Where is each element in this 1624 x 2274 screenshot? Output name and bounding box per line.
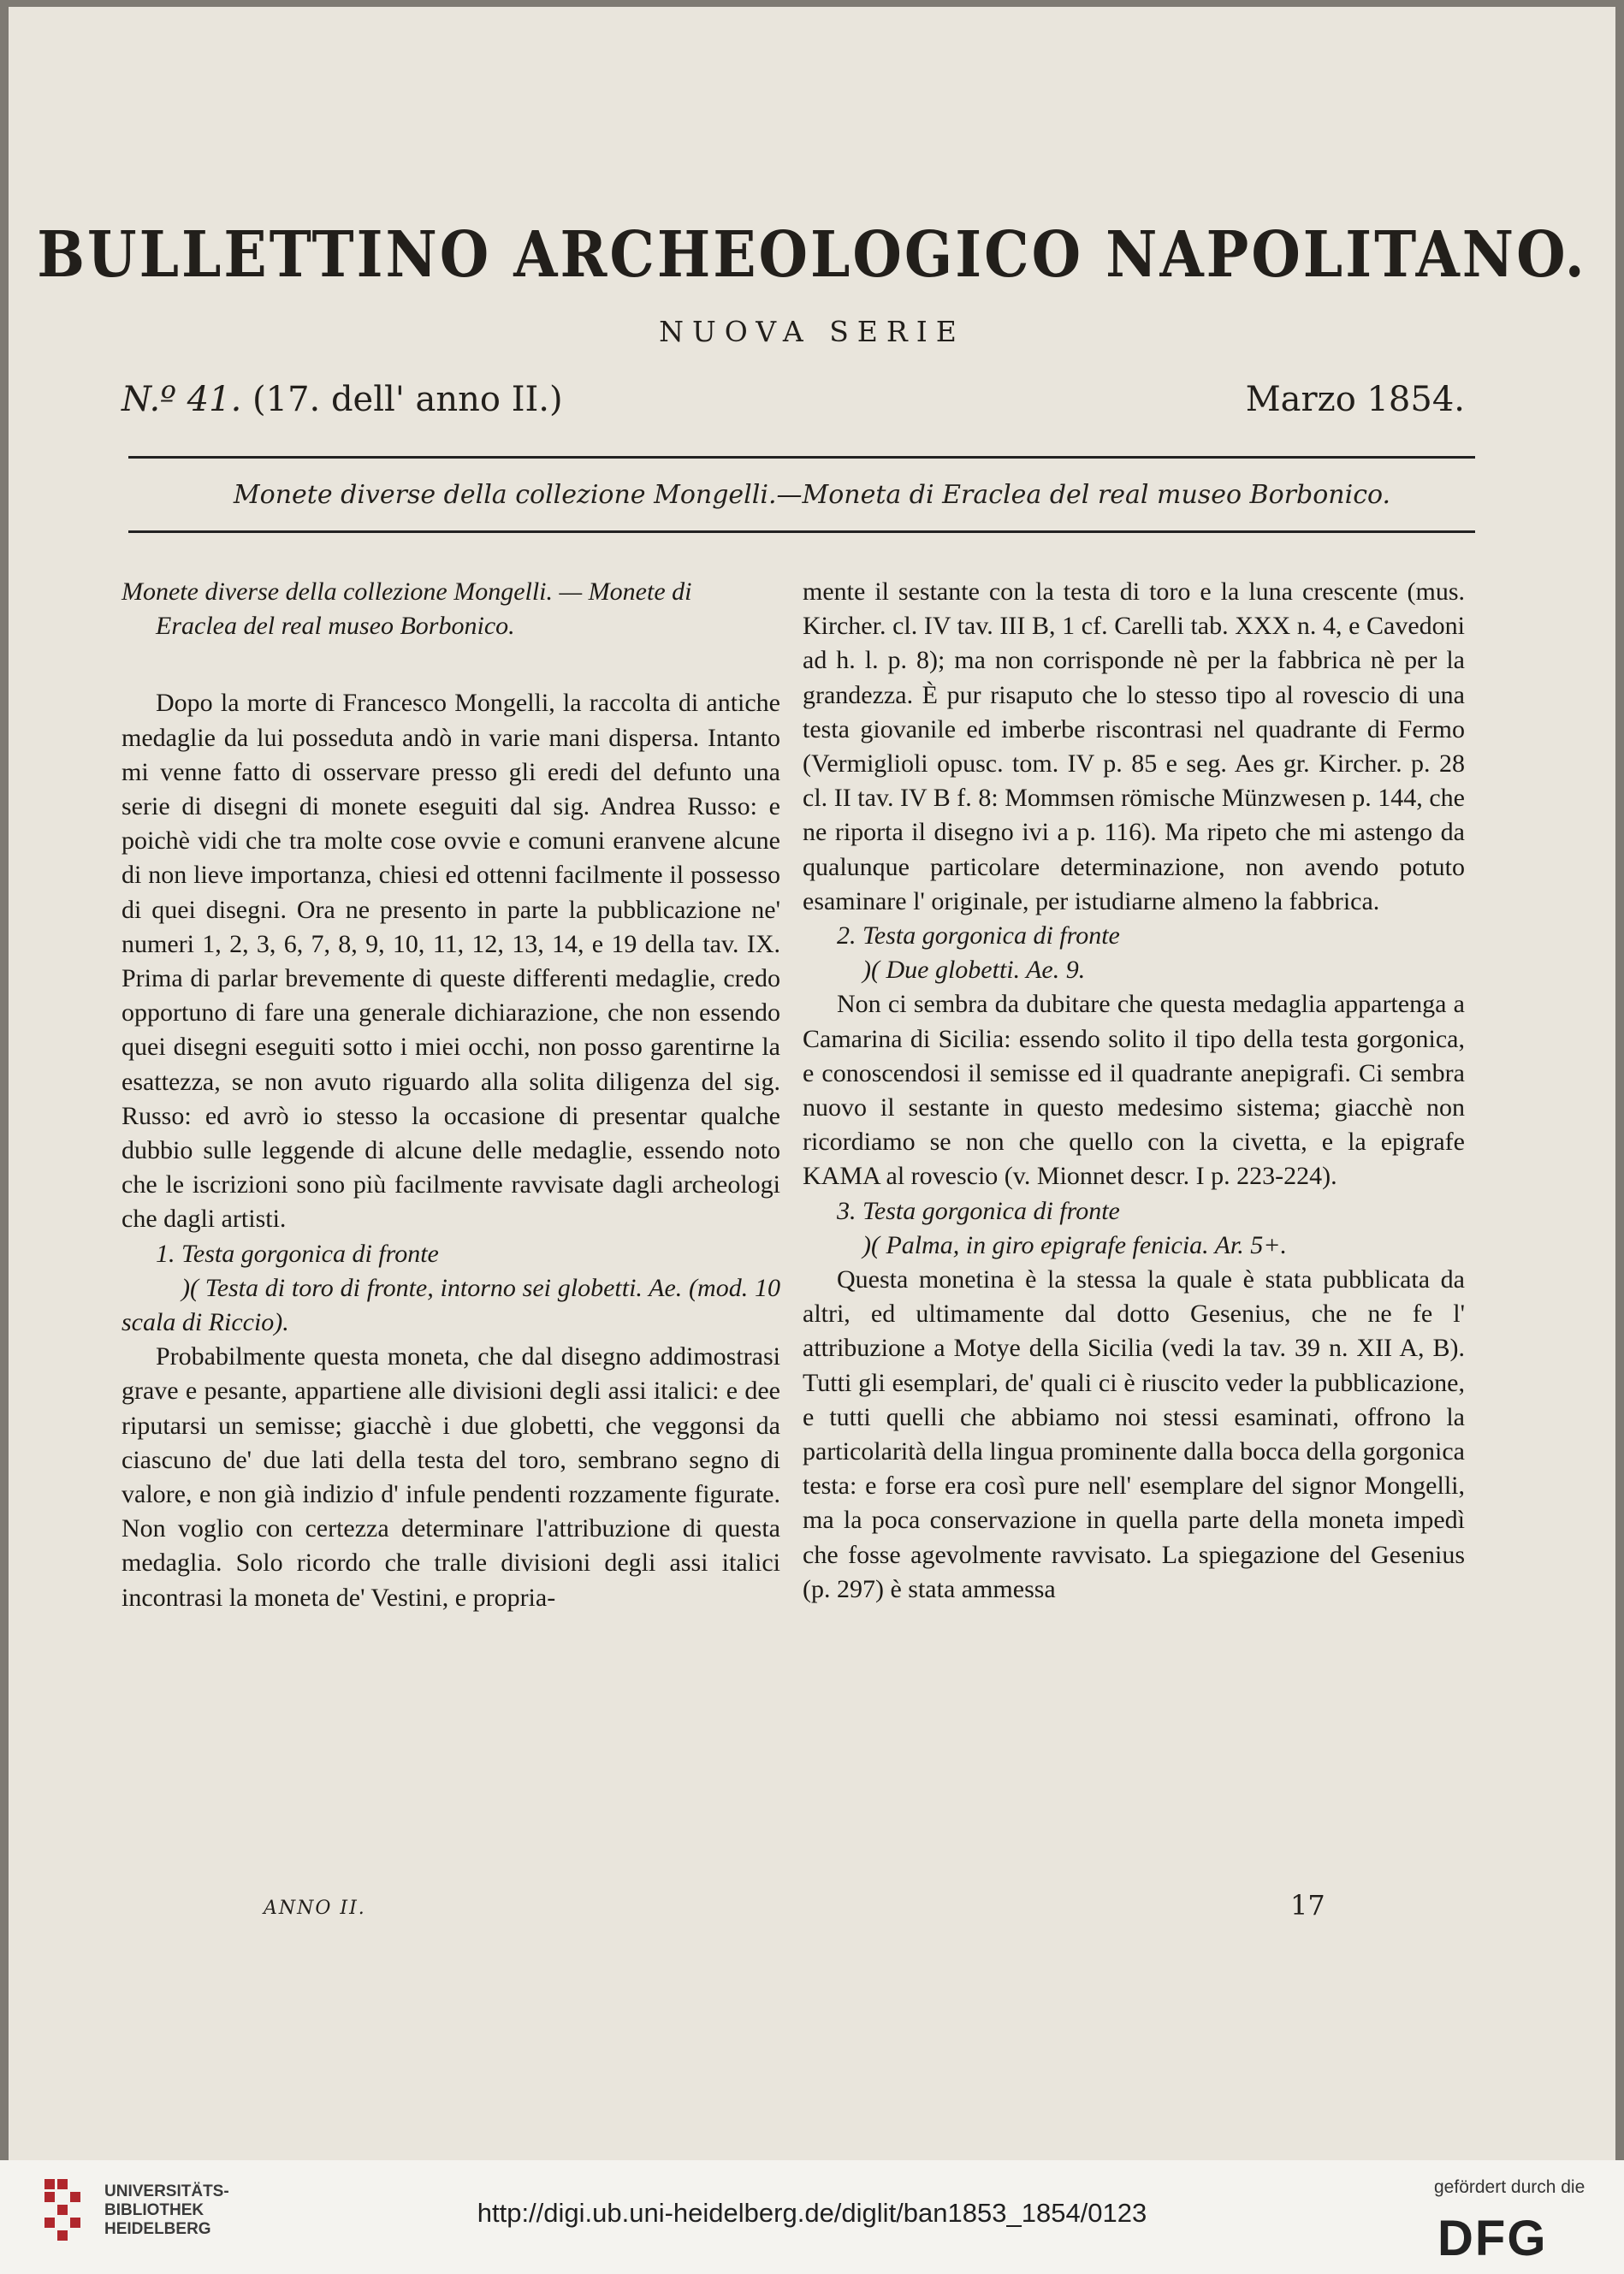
library-name-line: HEIDELBERG bbox=[104, 2220, 211, 2238]
coin-reverse: )( Due globetti. Ae. 9. bbox=[862, 956, 1086, 985]
paragraph: mente il sestante con la testa di toro e la luna crescente (mus. Kircher. cl. IV tav. III B, 1 cf. Carelli tab. XXX n. 4, e Cavedoni ad h. l. p. 8); ma non corrisponde nè per la fabbrica nè per la grandezza. È pur risaputo che lo stesso tipo al rovescio di una testa giovanile ed imberbe riscontrasi nel quadrante di Fermo (Vermiglioli opusc. tom. IV p. 85 e seg. Aes gr. Kircher. p. 28 cl. II tav. IV B f. 8: Mommsen römische Münzwesen p. 144, che ne riporta il disegno ivi a p. 116). Ma ripeto che mi astengo da qualunque particolare determinazione, non avendo potuto esaminare l' originale, per istudiarne almeno la fabbrica. bbox=[803, 577, 1465, 915]
issue-date: Marzo 1854. bbox=[1245, 380, 1465, 419]
permalink-url[interactable]: http://digi.ub.uni-heidelberg.de/diglit/ban1853_1854/0123 bbox=[477, 2198, 1147, 2228]
library-name-line: BIBLIOTHEK bbox=[104, 2201, 204, 2219]
contents-line: Monete diverse della collezione Mongelli.—Moneta di Eraclea del real museo Borbonico. bbox=[233, 480, 1391, 510]
issue-year: (17. dell' anno II.) bbox=[252, 380, 563, 419]
signature-mark: ANNO II. bbox=[264, 1898, 366, 1919]
dfg-logo: DFG bbox=[1437, 2211, 1548, 2266]
paragraph: Non ci sembra da dubitare che questa medaglia appartenga a Camarina di Sicilia: essendo solito il tipo della testa gorgonica, e conoscendosi il semisse ed il quadrante anepigrafi. Ci sembra nuovo il sestante in questo medesimo sistema; giacchè non ricordiamo se non che quello con la civetta, e la epigrafe KAMA al rovescio (v. Mionnet descr. I p. 223-224). bbox=[803, 990, 1465, 1191]
paragraph: Questa monetina è la stessa la quale è stata pubblicata da altri, ed ultimamente dal dotto Gesenius, che ne fe l' attribuzione a Motye della Sicilia (vedi la tav. 39 n. XII A, B). Tutti gli esemplari, de' quali ci è riuscito veder la pubblicazione, e tutti quelli che abbiamo noi stessi esaminati, offrono la particolarità della lingua prominente dalla bocca della gorgonica testa: e forse era così pure nell' esemplare del signor Mongelli, ma la poca conservazione in quella parte della moneta impedì che fosse agevolmente ravvisato. La spiegazione del Gesenius (p. 297) è stata ammessa bbox=[803, 1265, 1465, 1603]
right-column bbox=[803, 575, 1465, 1607]
library-name-line: UNIVERSITÄTS- bbox=[104, 2182, 229, 2200]
paragraph: Dopo la morte di Francesco Mongelli, la raccolta di antiche medaglie da lui posseduta andò in varie mani dispersa. Intanto mi venne fatto di osservare presso gli eredi del defunto una serie di disegni di monete eseguiti dal sig. Andrea Russo: e poichè vidi che tra molte cose ovvie e comuni eranvene alcune di non lieve importanza, chiesi ed ottenni facilmente il possesso di quei disegni. Ora ne presento in parte la pubblicazione ne' numeri 1, 2, 3, 6, 7, 8, 9, 10, 11, 12, 13, 14, e 19 della tav. IX. Prima di parlar brevemente di queste differenti medaglie, credo opportuno di fare una generale dichiarazione, che non essendo quei disegni eseguiti sotto i miei occhi, non posso garentirne la esattezza, se non avuto riguardo alla solita diligenza del sig. Russo: ed avrò io stesso la occasione di presentar qualche dubbio sulle leggende di alcune delle medaglie, essendo noto che le iscrizioni sono più facilmente ravvisate dagli archeologi che dagli artisti. bbox=[122, 689, 780, 1234]
scan-footer-bar bbox=[0, 2160, 1624, 2274]
contents-rule bbox=[128, 530, 1475, 533]
scanned-page bbox=[9, 7, 1615, 2160]
article-heading-cont: Eraclea del real museo Borbonico. bbox=[156, 612, 515, 641]
paragraph: Probabilmente questa moneta, che dal disegno addimostrasi grave e pesante, appartiene alle divisioni degli assi italici: e dee riputarsi un semisse; giacchè i due globetti, che veggonsi da ciascuno de' due lati della testa del toro, sembrano segno di valore, e non già indizio d' infule pendenti rozzamente figurate. Non voglio con certezza determinare l'attribuzione di questa medaglia. Solo ricordo che tralle divisioni degli assi italici incontrasi la moneta de' Vestini, e propria- bbox=[122, 1342, 780, 1612]
coin-item: 2. Testa gorgonica di fronte bbox=[837, 921, 1120, 950]
issue-number: N.º 41. bbox=[122, 380, 242, 419]
series-label: NUOVA SERIE bbox=[659, 315, 965, 348]
coin-item: 3. Testa gorgonica di fronte bbox=[837, 1196, 1120, 1225]
issue-info bbox=[122, 380, 563, 419]
journal-title: BULLETTINO ARCHEOLOGICO NAPOLITANO. bbox=[37, 216, 1587, 292]
page-number: 17 bbox=[1290, 1889, 1325, 1922]
coin-item: 1. Testa gorgonica di fronte bbox=[156, 1239, 439, 1268]
coin-reverse: )( Testa di toro di fronte, intorno sei globetti. Ae. (mod. 10 scala di Riccio). bbox=[122, 1273, 780, 1337]
left-column bbox=[122, 575, 780, 1615]
funded-by-label: gefördert durch die bbox=[1434, 2177, 1585, 2197]
article-heading: Monete diverse della collezione Mongelli. — Monete di bbox=[122, 577, 692, 606]
top-rule bbox=[128, 456, 1475, 459]
coin-reverse: )( Palma, in giro epigrafe fenicia. Ar. 5+. bbox=[862, 1230, 1288, 1259]
